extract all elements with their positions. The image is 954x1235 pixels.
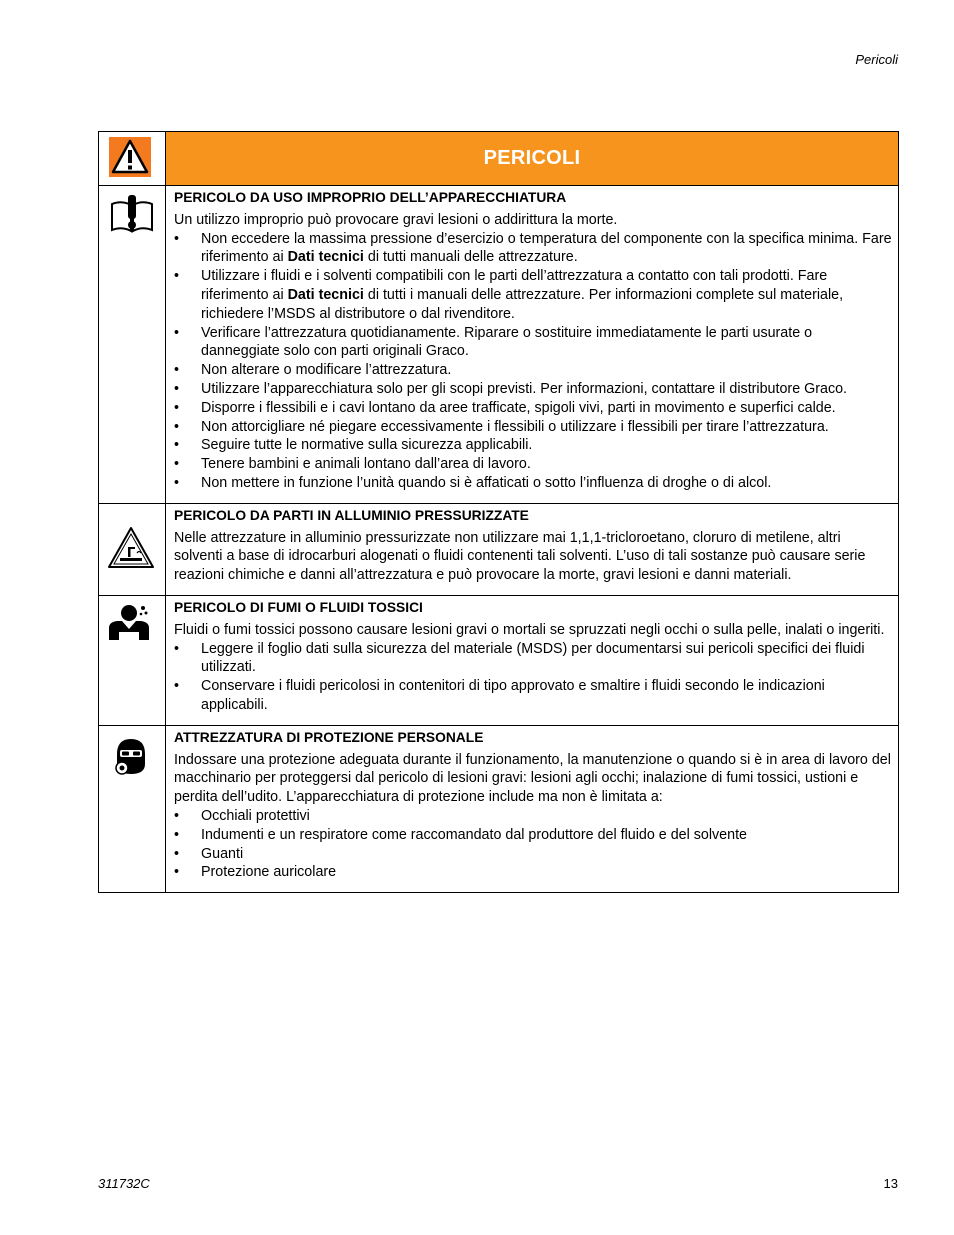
manual-warning-icon	[109, 194, 155, 234]
hazard-text-cell	[166, 725, 899, 892]
list-item: • Protezione auricolare	[174, 863, 892, 882]
document-number: 311732C	[98, 1176, 150, 1191]
hazard-row-misuse	[99, 186, 899, 504]
hazard-icon-cell	[99, 186, 166, 504]
hazard-icon-cell	[99, 595, 166, 725]
table-title-cell	[166, 132, 899, 186]
list-item: • Utilizzare i fluidi e i solventi compatibili con le parti dell’attrezzatura a contatto con tali prodotti. Fare riferimento ai Dati tecnici di tutti i manuali delle attrezzature. Per informazioni complete sul materiale, richiedere l’MSDS al distributore o dal rivenditore.	[174, 267, 892, 323]
list-item: • Guanti	[174, 845, 892, 864]
list-item: • Conservare i fluidi pericolosi in contenitori di tipo approvato e smaltire i fluidi secondo le indicazioni applicabili.	[174, 677, 892, 715]
list-item: • Indumenti e un respiratore come raccomandato dal produttore del fluido e del solvente	[174, 826, 892, 845]
table-title: PERICOLI	[483, 147, 581, 169]
list-item: • Occhiali protettivi	[174, 807, 892, 826]
list-item: • Disporre i flessibili e i cavi lontano da aree trafficate, spigoli vivi, parti in movimento e superfici calde.	[174, 399, 892, 418]
section-intro: Un utilizzo improprio può provocare gravi lesioni o addirittura la morte.	[174, 211, 618, 228]
section-intro: Fluidi o fumi tossici possono causare lesioni gravi o mortali se spruzzati negli occhi o sulla pelle, inalati o ingeriti.	[174, 621, 885, 638]
section-intro: Nelle attrezzature in alluminio pressurizzate non utilizzare mai 1,1,1-tricloroetano, cloruro di metilene, altri solventi a base di idrocarburi alogenati o fluidi contenenti tali solventi. L’uso di tali sostanze può causare serie reazioni chimiche e danni all’attrezzatura e può provocare la morte, gravi lesioni e danni materiali.	[174, 529, 866, 584]
hazard-icon-cell	[99, 725, 166, 892]
list-item: • Non alterare o modificare l’attrezzatura.	[174, 361, 892, 380]
hazard-icon-cell	[99, 503, 166, 595]
bullet-list	[174, 230, 892, 493]
section-title: PERICOLO DA USO IMPROPRIO DELL’APPARECCHIATURA	[174, 190, 567, 205]
list-item: • Tenere bambini e animali lontano dall’area di lavoro.	[174, 455, 892, 474]
pressurized-aluminum-warning-icon	[106, 525, 156, 571]
bullet-list	[174, 807, 892, 882]
list-item: • Verificare l’attrezzatura quotidianamente. Riparare o sostituire immediatamente le parti usurate o danneggiate solo con parti originali Graco.	[174, 324, 892, 362]
hazard-row-ppe	[99, 725, 899, 892]
hazard-text-cell	[166, 186, 899, 504]
section-title: ATTREZZATURA DI PROTEZIONE PERSONALE	[174, 729, 484, 745]
bullet-list	[174, 640, 892, 715]
list-item: • Non eccedere la massima pressione d’esercizio o temperatura del componente con la specifica minima. Fare riferimento ai Dati tecnici di tutti manuali delle attrezzature.	[174, 230, 892, 268]
hazard-row-toxic	[99, 595, 899, 725]
hazard-table	[98, 131, 899, 893]
header-icon-cell	[99, 132, 166, 186]
section-title: PERICOLO DI FUMI O FLUIDI TOSSICI	[174, 599, 423, 615]
section-title: PERICOLO DA PARTI IN ALLUMINIO PRESSURIZZATE	[174, 507, 529, 523]
warning-triangle-icon	[109, 137, 151, 177]
hazard-text-cell	[166, 595, 899, 725]
list-item: • Utilizzare l’apparecchiatura solo per gli scopi previsti. Per informazioni, contattare il distributore Graco.	[174, 380, 892, 399]
hazard-table-header	[99, 132, 899, 186]
protective-equipment-icon	[112, 736, 150, 778]
section-intro: Indossare una protezione adeguata durante il funzionamento, la manutenzione o quando si è in area di lavoro del macchinario per proteggersi dal pericolo di lesioni gravi: lesioni agli occhi; inalazione di fumi tossici, ustioni e perdita dell’udito. L’apparecchiatura di protezione include ma non è limitata a:	[174, 751, 891, 806]
list-item: • Leggere il foglio dati sulla sicurezza del materiale (MSDS) per documentarsi sui pericoli specifici dei fluidi utilizzati.	[174, 640, 892, 678]
hazard-row-aluminum	[99, 503, 899, 595]
toxic-fumes-icon	[107, 602, 151, 642]
list-item: • Non attorcigliare né piegare eccessivamente i flessibili o utilizzare i flessibili per tirare l’attrezzatura.	[174, 418, 892, 437]
list-item: • Seguire tutte le normative sulla sicurezza applicabili.	[174, 436, 892, 455]
list-item: • Non mettere in funzione l’unità quando si è affaticati o sotto l’influenza di droghe o di alcol.	[174, 474, 892, 493]
hazard-text-cell	[166, 503, 899, 595]
running-header-title: Pericoli	[855, 52, 898, 67]
page-number: 13	[883, 1176, 898, 1191]
